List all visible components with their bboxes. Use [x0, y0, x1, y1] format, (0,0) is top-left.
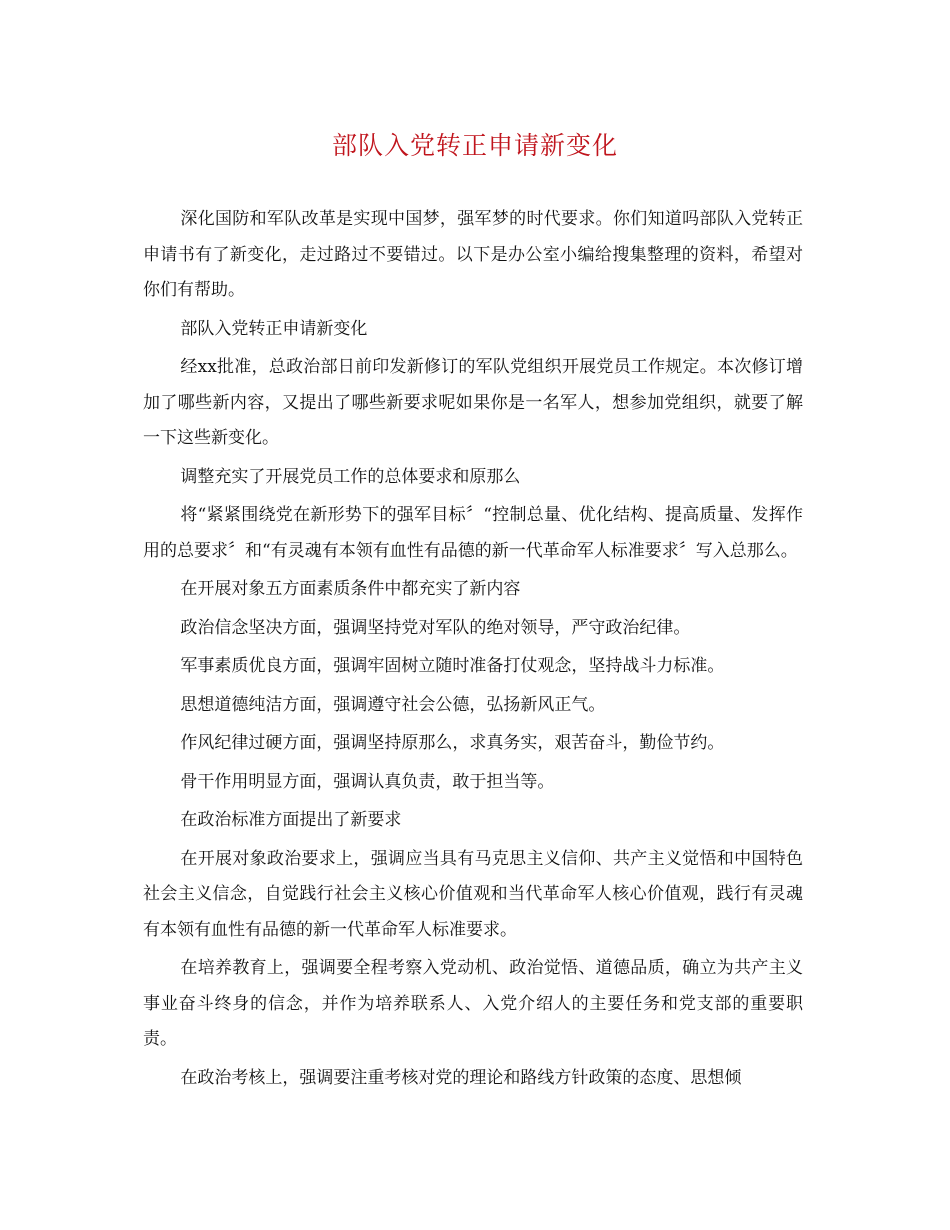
paragraph: 思想道德纯洁方面，强调遵守社会公德，弘扬新风正气。: [180, 694, 606, 715]
document-title: 部队入党转正申请新变化: [331, 131, 618, 160]
paragraph: 将“紧紧围绕党在新形势下的强军目标〞“控制总量、优化结构、提高质量、发挥作用的总要求〞和“有灵魂有本领有血性有品德的新一代革命军人标准要求〞写入总那么。: [143, 505, 803, 561]
paragraph: 在培养教育上，强调要全程考察入党动机、政治觉悟、道德品质，确立为共产主义事业奋斗终身的信念，并作为培养联系人、入党介绍人的主要任务和党支部的重要职责。: [143, 958, 803, 1049]
paragraph: 经xx批准，总政治部日前印发新修订的军队党组织开展党员工作规定。本次修订增加了哪些新内容，又提出了哪些新要求呢如果你是一名军人，想参加党组织，就要了解一下这些新变化。: [143, 357, 803, 448]
paragraph: 骨干作用明显方面，强调认真负责，敢于担当等。: [180, 771, 555, 792]
section-heading: 调整充实了开展党员工作的总体要求和原那么: [180, 466, 521, 487]
paragraph: 作风纪律过硬方面，强调坚持原那么，求真务实，艰苦奋斗，勤俭节约。: [180, 733, 725, 753]
paragraph: 政治信念坚决方面，强调坚持党对军队的绝对领导，严守政治纪律。: [180, 617, 691, 638]
paragraph: 军事素质优良方面，强调牢固树立随时准备打仗观念，坚持战斗力标准。: [180, 656, 725, 676]
section-heading: 在开展对象五方面素质条件中都充实了新内容: [180, 579, 521, 599]
paragraph: 在开展对象政治要求上，强调应当具有马克思主义信仰、共产主义觉悟和中国特色社会主义信念，自觉践行社会主义核心价值观和当代革命军人核心价值观，践行有灵魂有本领有血性有品德的新一代革命军人标准要求。: [143, 848, 803, 940]
paragraph: 在政治考核上，强调要注重考核对党的理论和路线方针政策的态度、思想倾: [180, 1067, 742, 1088]
section-heading: 部队入党转正申请新变化: [180, 318, 368, 339]
section-heading: 在政治标准方面提出了新要求: [180, 810, 402, 830]
document-body: [143, 202, 803, 1099]
paragraph: 深化国防和军队改革是实现中国梦，强军梦的时代要求。你们知道吗部队入党转正申请书有了新变化，走过路过不要错过。以下是办公室小编给搜集整理的资料，希望对你们有帮助。: [143, 209, 803, 300]
